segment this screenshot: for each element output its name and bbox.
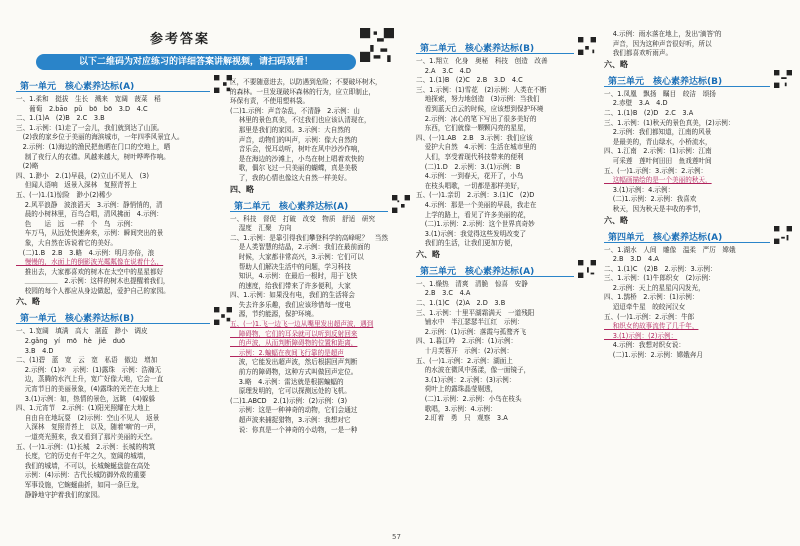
answer-line: 自由自在地玩耍 (2)示例：空山不见人 返景 xyxy=(16,413,160,422)
answer-line: 四、1.示例：如果没有电，我们的生活将会 xyxy=(230,291,355,300)
answer-line: 五、(一)1.示例：(1)长城 2.示例：长城的构筑 xyxy=(16,442,156,451)
answer-line: 五、(一)1.(1)惊险 渺小(2)稀少 xyxy=(16,190,113,199)
answer-line: 上学的路上，看见了许多美丽的花， xyxy=(416,210,531,219)
answer-line: 五、(一)1.示例：3.示例：2.示例： xyxy=(604,166,708,175)
answer-line: 4.示例：一到春天，花开了，小鸟 xyxy=(416,172,524,181)
answer-line-highlight: 的声波，从而判断障碍物的位置和距离， xyxy=(230,339,358,348)
answer-line: 长度，它的历史有千年之久，宽阔的城墙， xyxy=(16,452,150,461)
answer-line: (二)1.示例：声音杂乱，不清静 2.示例：山 xyxy=(230,106,360,115)
answer-line: 四、1.元宵节 2.示例：(1)阳光照耀在大地上 xyxy=(16,404,151,413)
answer-line: 葡萄 2.bāo pǔ bō bō 3.D 4.C xyxy=(16,104,148,113)
answer-line: 失去许多乐趣，我们应该珍惜每一度电 xyxy=(230,300,351,309)
answer-line: 二、1.(1)C (2)A 2.D 3.B xyxy=(416,299,506,308)
answer-line: 2.风平浪静 波浪滔天 3.示例：静悄悄的，清 xyxy=(16,200,163,209)
answer-line: 晨的小树林里，百鸟合唱，清风拂面 4.示例： xyxy=(16,210,163,219)
column-3 xyxy=(416,38,596,424)
answer-line: 源，节约能源，保护环境。 xyxy=(230,310,318,319)
qr-code-icon[interactable] xyxy=(774,226,792,244)
answer-line: 了，我的心情也像这大自然一样美好。 xyxy=(230,173,351,182)
answer-line: 是人类智慧的结晶，2.示例：我们在最前面的 xyxy=(230,243,371,252)
answer-line: 林里的景色真美，不过我们也应该认清现在， xyxy=(230,116,371,125)
answer-line: 环保有责，不使用塑料袋。 xyxy=(230,97,310,106)
answer-line: 3.略 4.示例：雷达就是根据蝙蝠的 xyxy=(230,377,344,386)
answer-line: 四、1.暮江吟 2.示例：(1)示例： xyxy=(416,337,518,346)
answer-line: 2.盯着 勇 只 观察 3.A xyxy=(416,414,508,423)
answer-line: 二、1.(1)B (2)D 2.C 3.A xyxy=(604,108,694,117)
answer-line-highlight: 这幅画描绘的是一个美丽的秋天， xyxy=(604,176,712,185)
page-title: 参考答案 xyxy=(150,32,211,47)
column-4 xyxy=(604,30,792,361)
answer-line: 音乐会，悦耳动听，树叶在风中沙沙作响， xyxy=(230,145,364,154)
answer-line: 三、1.示例：(1)秋天的景色真美，(2)示例： xyxy=(604,118,735,127)
answer-line: 2.示例：(1)海边的渔民把鱼晒在门口的空地上，晒 xyxy=(16,142,171,151)
answer-line: 2.gǎng yí mō hè jiě duō xyxy=(16,337,126,346)
answer-line: 军事设施，它蜿蜒曲折，如同一条巨龙， xyxy=(16,480,144,489)
answer-line: 的水波在微风中荡漾，像一面镜子， xyxy=(416,366,531,375)
answer-line-highlight: 慢慢的，水面上的倒影波光粼粼像在说着什么， xyxy=(16,258,164,267)
section-header: 第三单元 核心素养达标(A) xyxy=(416,264,596,278)
answer-line: 三、1.示例：(1)牛郎织女 (2)示例： xyxy=(604,274,715,283)
answer-line: 铺水中 半江瑟瑟半江红 示例： xyxy=(416,318,524,327)
section-header: 第四单元 核心素养达标(A) xyxy=(604,230,792,244)
section-header: 第一单元 核心素养达标(B) xyxy=(16,311,232,325)
answer-line: 三、1.示例：十里平湖霜满天 一道残阳 xyxy=(416,308,535,317)
answer-line: 元宵节日的美丽景象，(4)露珠的光芒在大地上 xyxy=(16,385,160,394)
qr-code-icon[interactable] xyxy=(578,260,596,278)
qr-code-icon[interactable] xyxy=(392,195,410,213)
answer-line: 2.B 3.D 4.A xyxy=(604,255,659,264)
answer-line: 2.示例：(1)示例：落霞与孤鹜齐飞 xyxy=(416,327,527,336)
answer-line: (2)略 xyxy=(16,162,39,171)
answer-line: 看到蓝天白云的时候，应该想到保护环境 xyxy=(416,104,544,113)
section-end: 六、略 xyxy=(16,297,40,307)
answer-line: 二、(1)碧 蓝 宽 云 宽 私语 傲边 增加 xyxy=(16,356,158,365)
answer-line: 象，大自然在诉说着它的美好。 xyxy=(16,238,118,247)
answer-line: 2.示例：(1)② 示例：(1)露珠 示例：浩瀚无 xyxy=(16,365,162,374)
answer-line: 说：你真是一个神奇的小动物，一是一种 xyxy=(230,425,358,434)
column-1 xyxy=(16,76,232,500)
answer-line: 歌唱，3.示例：4.示例： xyxy=(416,404,497,413)
answer-line: 五、(一)1.示例：2.示例：牛郎 xyxy=(604,312,695,321)
answer-line: 2.示例：我们都知道，江南的风景 xyxy=(604,128,712,137)
answer-line: 3.B 4.D xyxy=(16,346,54,355)
answer-line: 在枝头唱歌，一切都是那样美好， xyxy=(416,181,524,190)
answer-line: 制了夜行人的衣襟。风越来越大，树叶哗哗作响。 xyxy=(16,152,170,161)
answer-line: 推出去，大家都喜欢的树木在太空中的星星都好 xyxy=(16,267,164,276)
answer-line: 是最美的，青山绿水，小桥流水， xyxy=(604,137,712,146)
page-number: 57 xyxy=(392,533,401,541)
answer-line: 的森林。一旦发现破坏森林的行为，应立即制止， xyxy=(230,87,376,96)
answer-line: 超声波来捕捉猎物，3.示例：我想对它 xyxy=(230,416,351,424)
answer-line: 声音，动物们的叫声，示例：像大自然的 xyxy=(230,135,358,144)
answer-line: 一、1.柔和 挺拔 生长 溅来 宽阔 菠菜 稻 xyxy=(16,95,161,103)
section-end: 四、略 xyxy=(230,184,254,194)
answer-line: 3.(1)示例：2.示例：(3)示例： xyxy=(416,375,516,384)
answer-line: 的速度，给我们带来了许多便利，大家 xyxy=(230,281,351,290)
answer-line: (二)1.示例：2.示例：这个世界真奇妙 xyxy=(416,220,535,229)
answer-line: 静静地守护着我们的家园。 xyxy=(16,490,104,499)
answer-line: 二、1.示例：是靠引得我们攀登科学的高峰呢？ 当然 xyxy=(230,233,388,242)
answer-line: 3.(1)示例：如，热情的景色，远眺 (4)躲躲 xyxy=(16,394,156,403)
answer-line: 区，不要随意进去，以防遇到危险；不要破坏树木， xyxy=(230,78,382,86)
answer-line: 五、(一)1.示例：2.示例：湖面上 xyxy=(416,356,513,365)
qr-banner: 以下二维码为对应练习的详细答案讲解视频，请扫码观看！ xyxy=(36,54,356,70)
answer-line: (二)1.示例：2.示例：小鸟在枝头 xyxy=(416,395,522,403)
section-header: 第二单元 核心素养达标(B) xyxy=(416,41,596,55)
answer-line: 三、1.示例：(1)走了一会儿，我们就到达了山顶。 xyxy=(16,123,164,132)
section-header: 第二单元 核心素养达标(A) xyxy=(230,199,410,213)
answer-line: 2.赤壁 3.A 4.D xyxy=(604,99,668,108)
answer-line: 车万马，从远处快速奔来，示例：瞬间突出的景 xyxy=(16,229,164,238)
answer-line: 前方的障碍物，这种方式叫做回声定位。 xyxy=(230,368,358,377)
answer-line: 边，蒸腾的水汽上升，宽广好像大地，它会一直 xyxy=(16,375,164,384)
answer-line: 十月芙蓉开 示例：(2)示例： xyxy=(416,347,514,356)
answer-line: 我们的生活，让我们更加方便， xyxy=(416,239,518,248)
answer-line: 2.示例：天上的星星闪闪发光， xyxy=(604,283,705,292)
answer-line: (二)1.示例：2.示例：嫦娥奔月 xyxy=(604,351,703,360)
answer-line: 一、1.翔立 化身 奥秘 科技 创造 改善 xyxy=(416,57,548,65)
answer-line: 二、1.(1)A (2)B 2.C 3.B xyxy=(16,114,105,123)
answer-line: 色 运 远 一样 个 鸟 示例： xyxy=(16,219,137,228)
answer-line: 一、科技 督促 打破 改变 物质 舒适 研究 xyxy=(230,214,376,223)
answer-line: 校园的每个人都应从身边做起，爱护自己的家园。 xyxy=(16,286,170,295)
answer-line: (二)1.D 2.示例：3.(1)示例：B xyxy=(416,162,521,171)
answer-line: 地探索，努力地创造 (3)示例：当我们 xyxy=(416,95,540,104)
section-end: 六、略 xyxy=(604,59,628,69)
answer-line: 湿度 汇聚 方向 xyxy=(230,224,292,233)
answer-line: (二)1.ABCD 2.(1)示例：(2)示例：(3) xyxy=(230,396,348,405)
answer-line: 时候，大家都非常高兴，3.示例：它们可以 xyxy=(230,252,364,261)
answer-line: 2.示例：冰心的笔下写出了很多美好的 xyxy=(416,114,537,123)
answer-line: 是在海边的沙滩上，小鸟在树上唱着欢快的 xyxy=(230,154,364,163)
column-2 xyxy=(230,78,410,435)
answer-line: 2.B 3.C 4.A xyxy=(416,289,471,298)
answer-line: 迢迢牵牛星 皎皎河汉女 xyxy=(604,303,686,312)
answer-line: 一、1.燥热 清爽 清脆 惊喜 安静 xyxy=(416,279,528,288)
answer-line: 四、1.鹊桥 2.示例：(1)示例： xyxy=(604,293,699,302)
answer-line: ＿＿＿＿＿ 2.示例：这样的树木也提醒着我们， xyxy=(16,277,170,286)
answer-line: 爱护大自然 4.示例：生活在城市里的 xyxy=(416,143,537,152)
qr-code-icon[interactable] xyxy=(360,28,394,62)
answer-line: 四、1.渺小 2.(1)早晨，(2)立山不见人 (3) xyxy=(16,171,149,180)
answer-line: 荷叶上的露珠晶莹剔透， xyxy=(416,385,498,394)
answer-line-highlight: 障碍物，它们的耳朵就可以听到反射回来 xyxy=(230,329,358,338)
answer-line: 我们都喜欢听雨声。 xyxy=(604,49,673,58)
answer-line: 2.A 3.C 4.D xyxy=(416,66,471,75)
qr-code-icon[interactable] xyxy=(578,37,596,55)
answer-line: 三、1.示例：(1)雪花 (2)示例：人类在不断 xyxy=(416,85,547,94)
answer-line: 二、1.(1)B (2)C 2.B 3.D 4.C xyxy=(416,76,523,85)
answer-line: 人们，享受着现代科技带来的便利 xyxy=(416,152,524,161)
answer-line: 但闻人语响 返景入深林 复照青苔上 xyxy=(16,181,137,190)
answer-line: 示例：(4)示例：古代长城防御外敌的重要 xyxy=(16,471,147,480)
answer-line: 知识，4.示例：在最后一根时，用于飞快 xyxy=(230,272,358,281)
answer-line: 歌，偶尔飞过一只美丽的蝴蝶，真是美极 xyxy=(230,164,358,173)
answer-line: 声音，因为这种声音很好听，所以 xyxy=(604,39,712,48)
answer-line: 4.示例：那是一个美丽的早晨，我走在 xyxy=(416,200,537,209)
answer-line: 秋天，因为秋天是丰收的季节， xyxy=(604,204,706,213)
section-header: 第三单元 核心素养达标(B) xyxy=(604,74,792,88)
answer-line: 二、1.(1)C (2)B 2.示例：3.示例： xyxy=(604,264,717,273)
answer-line: 3.(1)示例：4.示例： xyxy=(604,185,675,194)
answer-line: 四、1.江南 2.示例：(1)示例：江南 xyxy=(604,147,712,156)
answer-line: 东西，它们就像一颗颗闪亮的星星， xyxy=(416,124,531,133)
answer-line: 我们的城墙，不可以，长城蜿蜒盘旋在高处 xyxy=(16,461,150,470)
answer-line-highlight: 和织女的故事流传了几千年， xyxy=(604,322,699,331)
section-end: 六、略 xyxy=(604,215,628,225)
answer-line: 示例：这是一种神奇的动物，它们会通过 xyxy=(230,406,358,415)
answer-line: 入深林 复照青苔上 以及，随着'嘀'的一声， xyxy=(16,423,161,432)
answer-line-highlight: 示例：2.蝙蝠在夜间飞行靠的是超声 xyxy=(230,348,344,357)
answer-line: 一、1.湖水 人间 雕像 温柔 严厉 嫦娥 xyxy=(604,245,736,254)
answer-line: 一道亮光照来，我又看到了那片美丽的天空。 xyxy=(16,433,157,441)
section-end: 六、略 xyxy=(416,249,440,259)
answer-line: (2)我的家乡位于美丽的海滨城市，一年四季风景宜人。 xyxy=(16,133,184,142)
answer-line-highlight: 3.(1)示例：(2)示例： xyxy=(604,331,678,340)
answer-line: (二)1.示例：2.示例：我喜欢 xyxy=(604,195,697,204)
answer-line: 那里是我们的家园。3.示例：大自然的 xyxy=(230,125,351,134)
answer-line: 一、1.凤凰 飘扬 瞩目 皎洁 颂扬 xyxy=(604,89,716,98)
answer-line: 4.示例：雨水落在地上，发出'滴答'的 xyxy=(604,30,722,38)
qr-code-icon[interactable] xyxy=(774,70,792,88)
answer-line-highlight: 五、(一)1.飞一边飞一边从嘴里发出超声波，遇到 xyxy=(230,320,374,329)
answer-line: 一、1.宽阔 填满 高大 湛蓝 渺小 调皮 xyxy=(16,327,148,336)
answer-line: 四、(一)1.AB 2.B 3.示例：我们应该 xyxy=(416,133,533,142)
answer-line: 4.示例：我想对织女说： xyxy=(604,341,685,350)
section-header: 第一单元 核心素养达标(A) xyxy=(16,79,232,93)
answer-line: 五、(一)1.亲切 2.示例：3.(1)C (2)D xyxy=(416,191,535,200)
answer-line: (二)1.B 2.B 3.略 4.示例：明月亦倍，浪 xyxy=(16,248,155,257)
answer-line: 可采莲 莲叶何田田 鱼戏莲叶间 xyxy=(604,156,712,165)
answer-line: 3.(1)示例：我觉得这些发明改变了 xyxy=(416,229,527,238)
answer-line: 波，它能发出超声波，然后根据回声判断 xyxy=(230,358,358,367)
answer-line: 帮助人们解决生活中的问题，学习科技 xyxy=(230,262,351,271)
answer-line: 原理发明的，它可以探测远处的飞机。 xyxy=(230,387,351,396)
